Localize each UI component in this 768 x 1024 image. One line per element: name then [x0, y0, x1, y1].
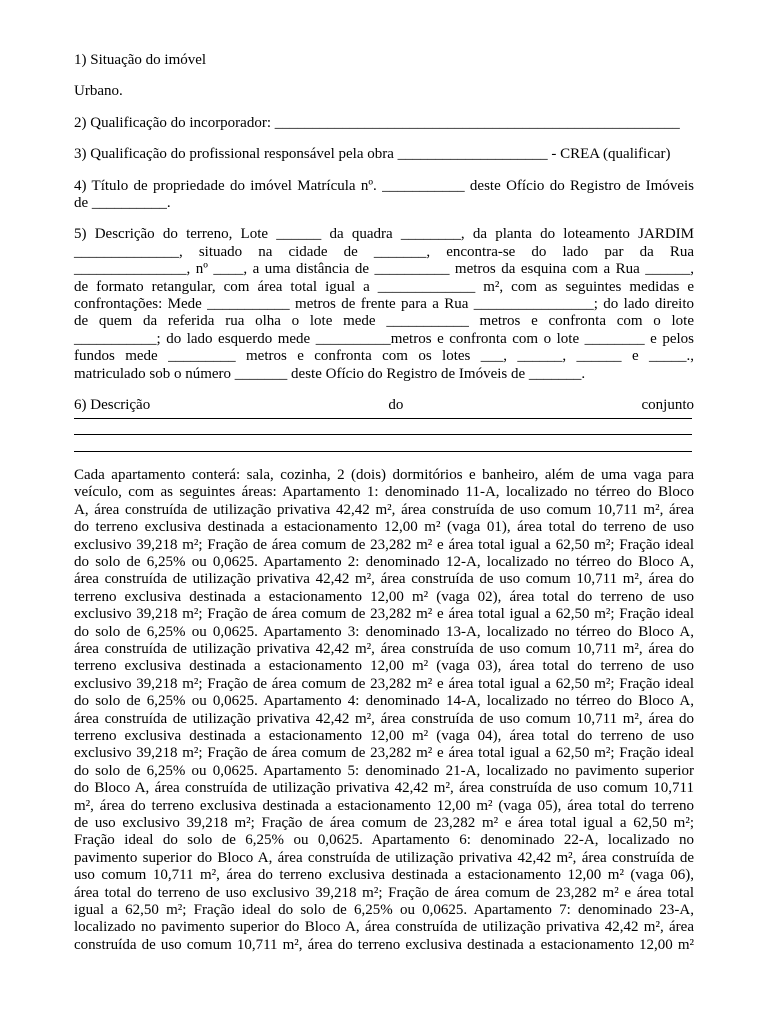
body-line: pavimento superior do Bloco A, área construída de utilização privativa 42,42 m², área construída de [74, 849, 694, 866]
section-5-line: fundos mede _________ metros e confronta com os lotes ___, ______, ______ e _____., [74, 348, 694, 365]
section-6-word: do [388, 397, 404, 414]
section-5-line: 5) Descrição do terreno, Lote ______ da quadra ________, da planta do loteamento JARDIM [74, 226, 694, 243]
body-line: área construída de utilização privativa 42,42 m², área construída de uso comum 10,711 m², área do [74, 710, 694, 727]
body-line: Cada apartamento conterá: sala, cozinha, 2 (dois) dormitórios e banheiro, além de uma vaga para [74, 466, 694, 483]
section-5-line: de formato retangular, com área total igual a _____________ m², com as seguintes medidas e [74, 278, 694, 295]
section-4-line: de __________. [74, 195, 171, 212]
apartments-description [74, 467, 694, 954]
section-1-value: Urbano. [74, 83, 123, 100]
body-line: m², área do terreno exclusiva destinada a estacionamento 12,00 m² (vaga 05), área total do terreno [74, 797, 694, 814]
section-6-heading [74, 397, 694, 414]
section-6-word: 6) Descrição [74, 397, 151, 414]
body-line: exclusivo 39,218 m²; Fração de área comum de 23,282 m² e área total igual a 62,50 m²; Fração ideal [74, 745, 694, 762]
body-line: construída de uso comum 10,711 m², área do terreno exclusiva destinada a estacionamento 12,00 m² [74, 936, 694, 953]
body-line: do solo de 6,25% ou 0,0625. Apartamento 3: denominado 13-A, localizado no térreo do Bloco A, [74, 623, 694, 640]
body-line: terreno exclusiva destinada a estacionamento 12,00 m² (vaga 03), área total do terreno de uso [74, 658, 694, 675]
section-2-incorporador: 2) Qualificação do incorporador: ______________________________________________________ [74, 114, 680, 131]
body-line: terreno exclusiva destinada a estacionamento 12,00 m² (vaga 04), área total do terreno de uso [74, 727, 694, 744]
body-line: do terreno exclusiva destinada a estacionamento 12,00 m² (vaga 01), área total do terreno de uso [74, 519, 694, 536]
section-4-titulo [74, 178, 694, 213]
blank-line [74, 433, 692, 435]
body-line: do solo de 6,25% ou 0,0625. Apartamento 2: denominado 12-A, localizado no térreo do Bloco A, [74, 553, 694, 570]
section-5-line: de quem da referida rua olha o lote mede ___________ metros e confronta com o lote [74, 313, 694, 330]
body-line: área construída de utilização privativa 42,42 m², área construída de uso comum 10,711 m², área do [74, 571, 694, 588]
body-line: área construída de utilização privativa 42,42 m², área construída de uso comum 10,711 m², área do [74, 640, 694, 657]
blank-line [74, 450, 692, 452]
body-line: área total do terreno de uso exclusivo 39,218 m²; Fração de área comum de 23,282 m² e área total [74, 884, 694, 901]
section-4-line: 4) Título de propriedade do imóvel Matrícula nº. ___________ deste Ofício do Registro de Imóveis [74, 177, 694, 194]
body-line: Fração ideal do solo de 6,25% ou 0,0625. Apartamento 6: denominado 22-A, localizado no [74, 832, 694, 849]
blank-line [74, 417, 692, 419]
body-line: do solo de 6,25% ou 0,0625. Apartamento 4: denominado 14-A, localizado no térreo do Bloco A, [74, 693, 694, 710]
section-1-heading: 1) Situação do imóvel [74, 52, 207, 68]
body-line: do solo de 6,25% ou 0,0625. Apartamento 5: denominado 21-A, localizado no pavimento superior [74, 762, 694, 779]
body-line: de uso exclusivo 39,218 m²; Fração de área comum de 23,282 m² e área total igual a 62,50 m²; [74, 815, 694, 832]
body-line: terreno exclusiva destinada a estacionamento 12,00 m² (vaga 02), área total do terreno de uso [74, 588, 694, 605]
section-5-line: _______________, nº ____, a uma distância de __________ metros da esquina com a Rua ______, [74, 261, 694, 278]
body-line: exclusivo 39,218 m²; Fração de área comum de 23,282 m² e área total igual a 62,50 m²; Fração ideal [74, 606, 694, 623]
section-5-line: ___________; do lado esquerdo mede __________metros e confronta com o lote ________ e pelos [74, 330, 694, 347]
section-6-blank-lines [74, 417, 694, 453]
body-line: exclusivo 39,218 m²; Fração de área comum de 23,282 m² e área total igual a 62,50 m²; Fração ideal [74, 675, 694, 692]
body-line: A, área construída de utilização privativa 42,42 m², área construída de uso comum 10,711 m², área [74, 501, 694, 518]
section-6-word: conjunto [641, 397, 694, 414]
body-line: do Bloco A, área construída de utilização privativa 42,42 m², área construída de uso comum 10,711 [74, 780, 694, 797]
section-3-profissional: 3) Qualificação do profissional responsável pela obra ____________________ - CREA (qualificar) [74, 146, 671, 163]
document-page [74, 52, 694, 954]
body-line: exclusivo 39,218 m²; Fração de área comum de 23,282 m² e área total igual a 62,50 m²; Fração ideal [74, 536, 694, 553]
body-line: uso comum 10,711 m², área do terreno exclusiva destinada a estacionamento 12,00 m² (vaga 06), [74, 867, 694, 884]
body-line: igual a 62,50 m²; Fração ideal do solo de 6,25% ou 0,0625. Apartamento 7: denominado 23-A, [74, 902, 694, 919]
section-5-line: confrontações: Mede ___________ metros de frente para a Rua ________________; do lado direito [74, 296, 694, 313]
section-5-line: matriculado sob o número _______ deste Ofício do Registro de Imóveis de _______. [74, 365, 586, 382]
body-line: veículo, com as seguintes áreas: Apartamento 1: denominado 11-A, localizado no térreo do Bloco [74, 484, 694, 501]
section-5-terreno [74, 226, 694, 383]
body-line: localizado no pavimento superior do Bloco A, área construída de utilização privativa 42,42 m², área [74, 919, 694, 936]
section-5-line: ______________, situado na cidade de _______, encontra-se do lado par da Rua [74, 243, 694, 260]
